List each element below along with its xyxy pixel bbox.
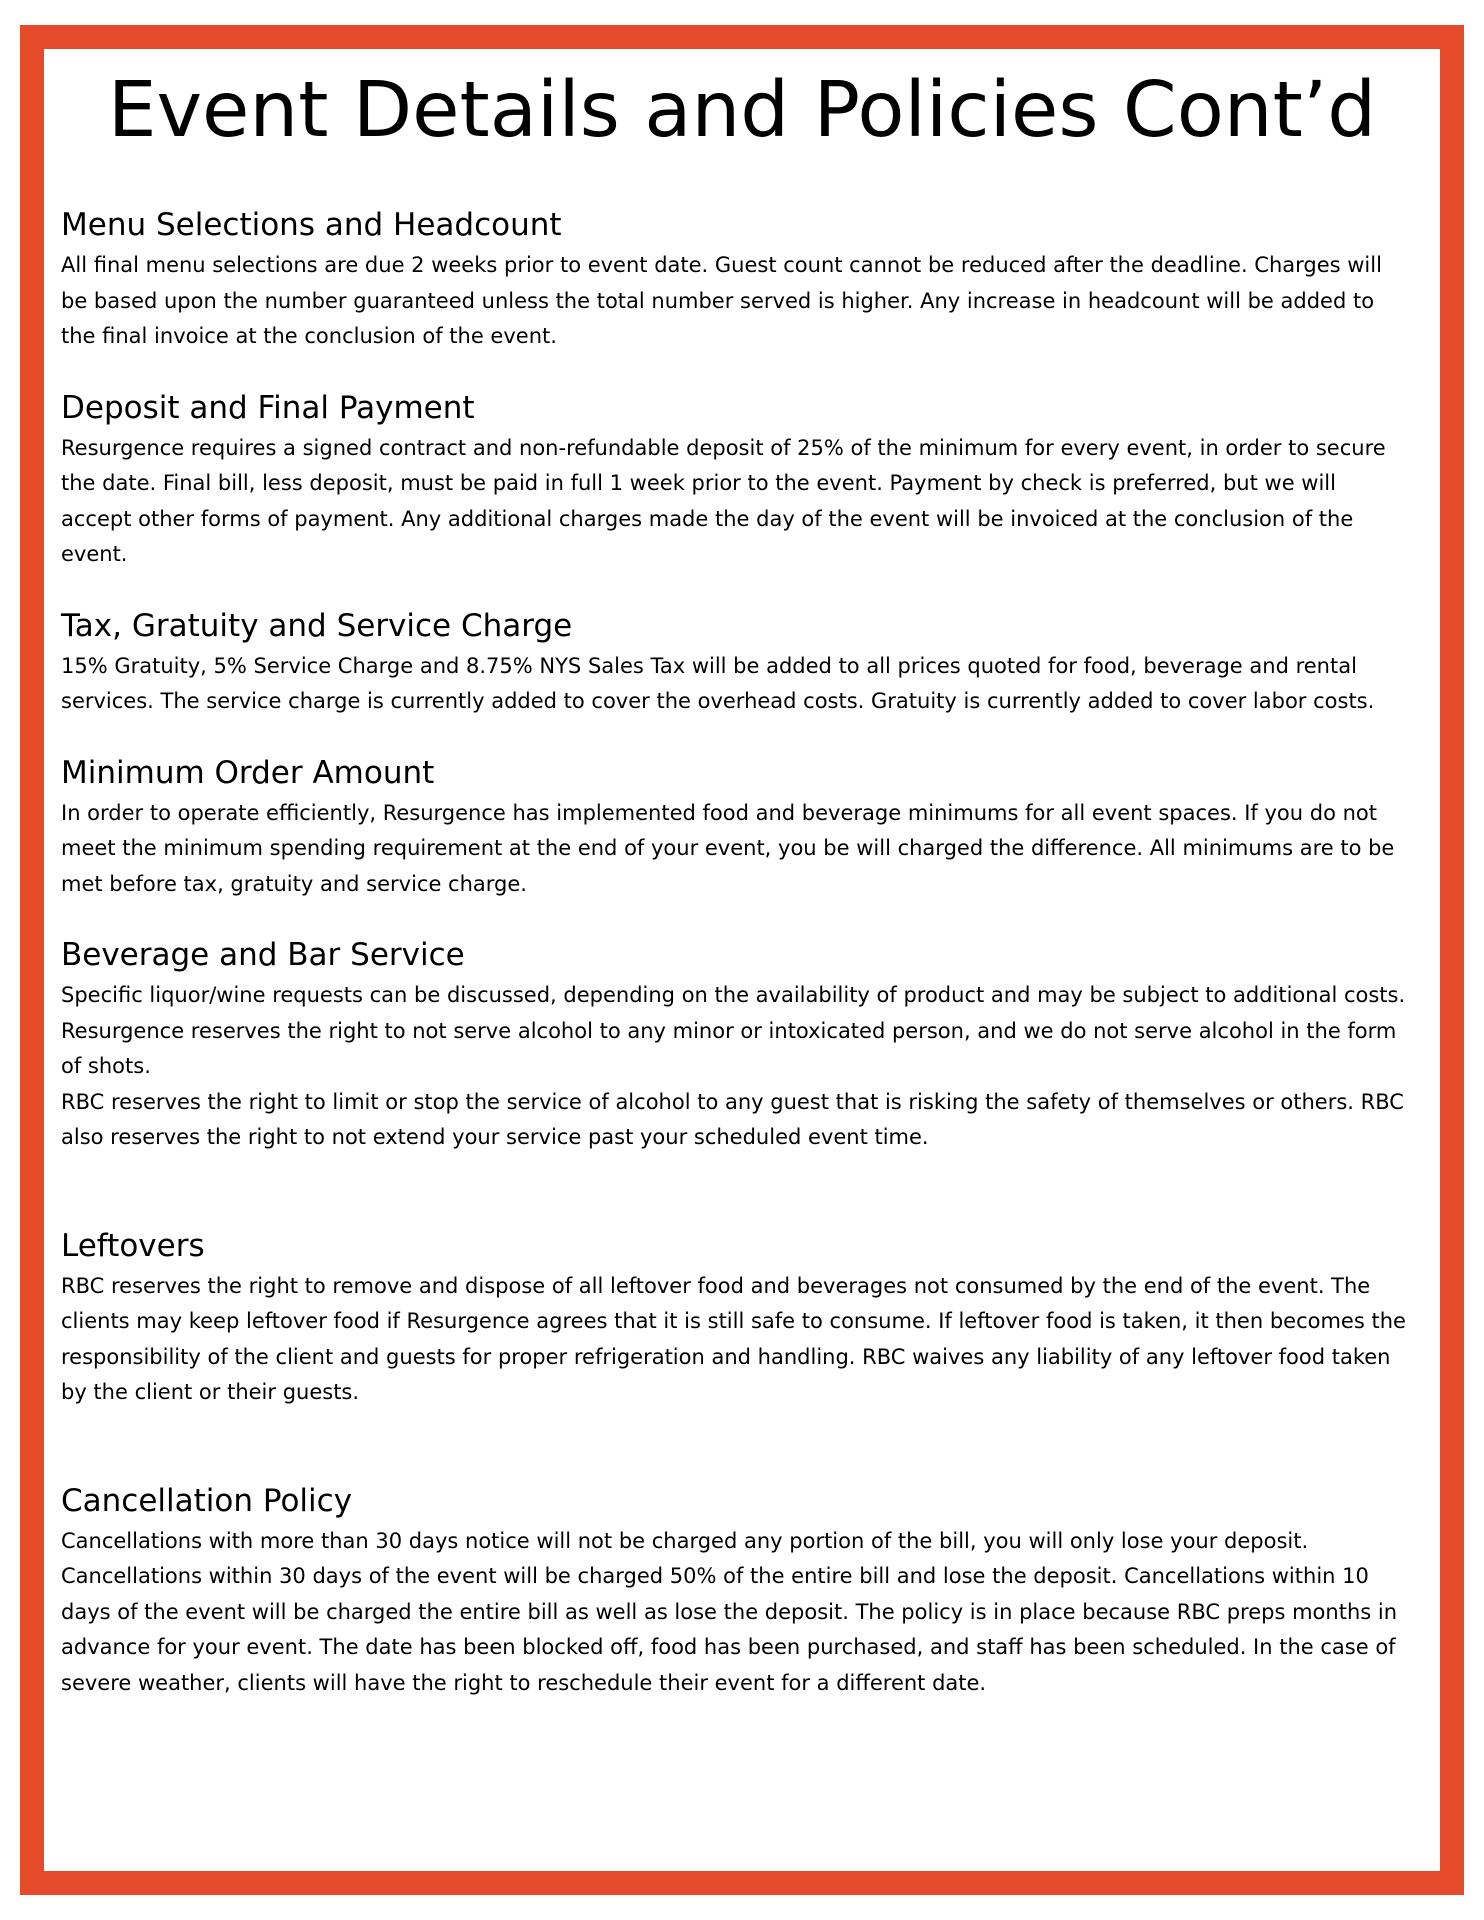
section-paragraph: All final menu selections are due 2 weeks prior to event date. Guest count cannot be reduced after the deadline. Charges will be based upon the number guaranteed unless the total number served is higher. Any increase in headcount will be added to the final invoice at the conclusion of the event. — [61, 253, 1382, 348]
section-paragraph: Cancellations with more than 30 days notice will not be charged any portion of the bill, you will only lose your deposit. Cancellations within 30 days of the event will be charged 50% of the entire bill and lose the deposit. Cancellations within 10 days of the event will be charged the entire bill as well as lose the deposit. The policy is in place because RBC preps months in advance for your event. The date has been blocked off, food has been purchased, and staff has been scheduled. In the case of severe weather, clients will have the right to reschedule their event for a different date. — [61, 1528, 1398, 1695]
section-heading: Menu Selections and Headcount — [61, 207, 562, 243]
section-menu-selections — [61, 205, 1411, 355]
section-body — [61, 431, 1411, 573]
page-title: Event Details and Policies Cont’d — [107, 66, 1377, 155]
section-paragraph: Resurgence requires a signed contract and non-refundable deposit of 25% of the minimum for every event, in order to secure the date. Final bill, less deposit, must be paid in full 1 week prior to the event. Payment by check is preferred, but we will accept other forms of payment. Any additional charges made the day of the event will be invoiced at the conclusion of the event. — [61, 435, 1386, 566]
section-heading: Leftovers — [61, 1227, 205, 1264]
section-body — [61, 1524, 1411, 1702]
section-paragraph: RBC reserves the right to remove and dispose of all leftover food and beverages not consumed by the end of the event. The clients may keep leftover food if Resurgence agrees that it is still safe to consume. If leftover food is taken, it then becomes the responsibility of the client and guests for proper refrigeration and handling. RBC waives any liability of any leftover food taken by the client or their guests. — [61, 1273, 1406, 1404]
section-heading: Cancellation Policy — [61, 1482, 353, 1519]
section-deposit-final-payment — [61, 388, 1411, 573]
section-body — [61, 978, 1411, 1156]
section-body — [61, 248, 1411, 355]
section-leftovers — [61, 1226, 1411, 1411]
section-heading: Tax, Gratuity and Service Charge — [61, 607, 573, 644]
section-heading: Minimum Order Amount — [61, 754, 435, 791]
section-beverage-bar — [61, 935, 1411, 1156]
section-cancellation-policy — [61, 1481, 1411, 1702]
section-paragraph: 15% Gratuity, 5% Service Charge and 8.75% NYS Sales Tax will be added to all prices quoted for food, beverage and rental services. The service charge is currently added to cover the overhead costs. Gratuity is currently added to cover labor costs. — [61, 653, 1375, 713]
policy-content — [61, 205, 1411, 1701]
section-body — [61, 796, 1411, 903]
section-tax-gratuity — [61, 606, 1411, 720]
section-paragraph: RBC reserves the right to limit or stop the service of alcohol to any guest that is risking the safety of themselves or others. RBC also reserves the right to not extend your service past your scheduled event time. — [61, 1089, 1404, 1149]
section-body — [61, 649, 1411, 720]
section-body — [61, 1269, 1411, 1411]
section-paragraph: In order to operate efficiently, Resurgence has implemented food and beverage minimums for all event spaces. If you do not meet the minimum spending requirement at the end of your event, you be will charged the difference. All minimums are to be met before tax, gratuity and service charge. — [61, 800, 1395, 896]
section-minimum-order — [61, 753, 1411, 903]
section-heading: Beverage and Bar Service — [61, 937, 465, 973]
section-paragraph: Specific liquor/wine requests can be discussed, depending on the availability of product and may be subject to additional costs. Resurgence reserves the right to not serve alcohol to any minor or intoxicated person, and we do not serve alcohol in the form of shots. — [61, 983, 1406, 1078]
section-heading: Deposit and Final Payment — [61, 389, 475, 426]
